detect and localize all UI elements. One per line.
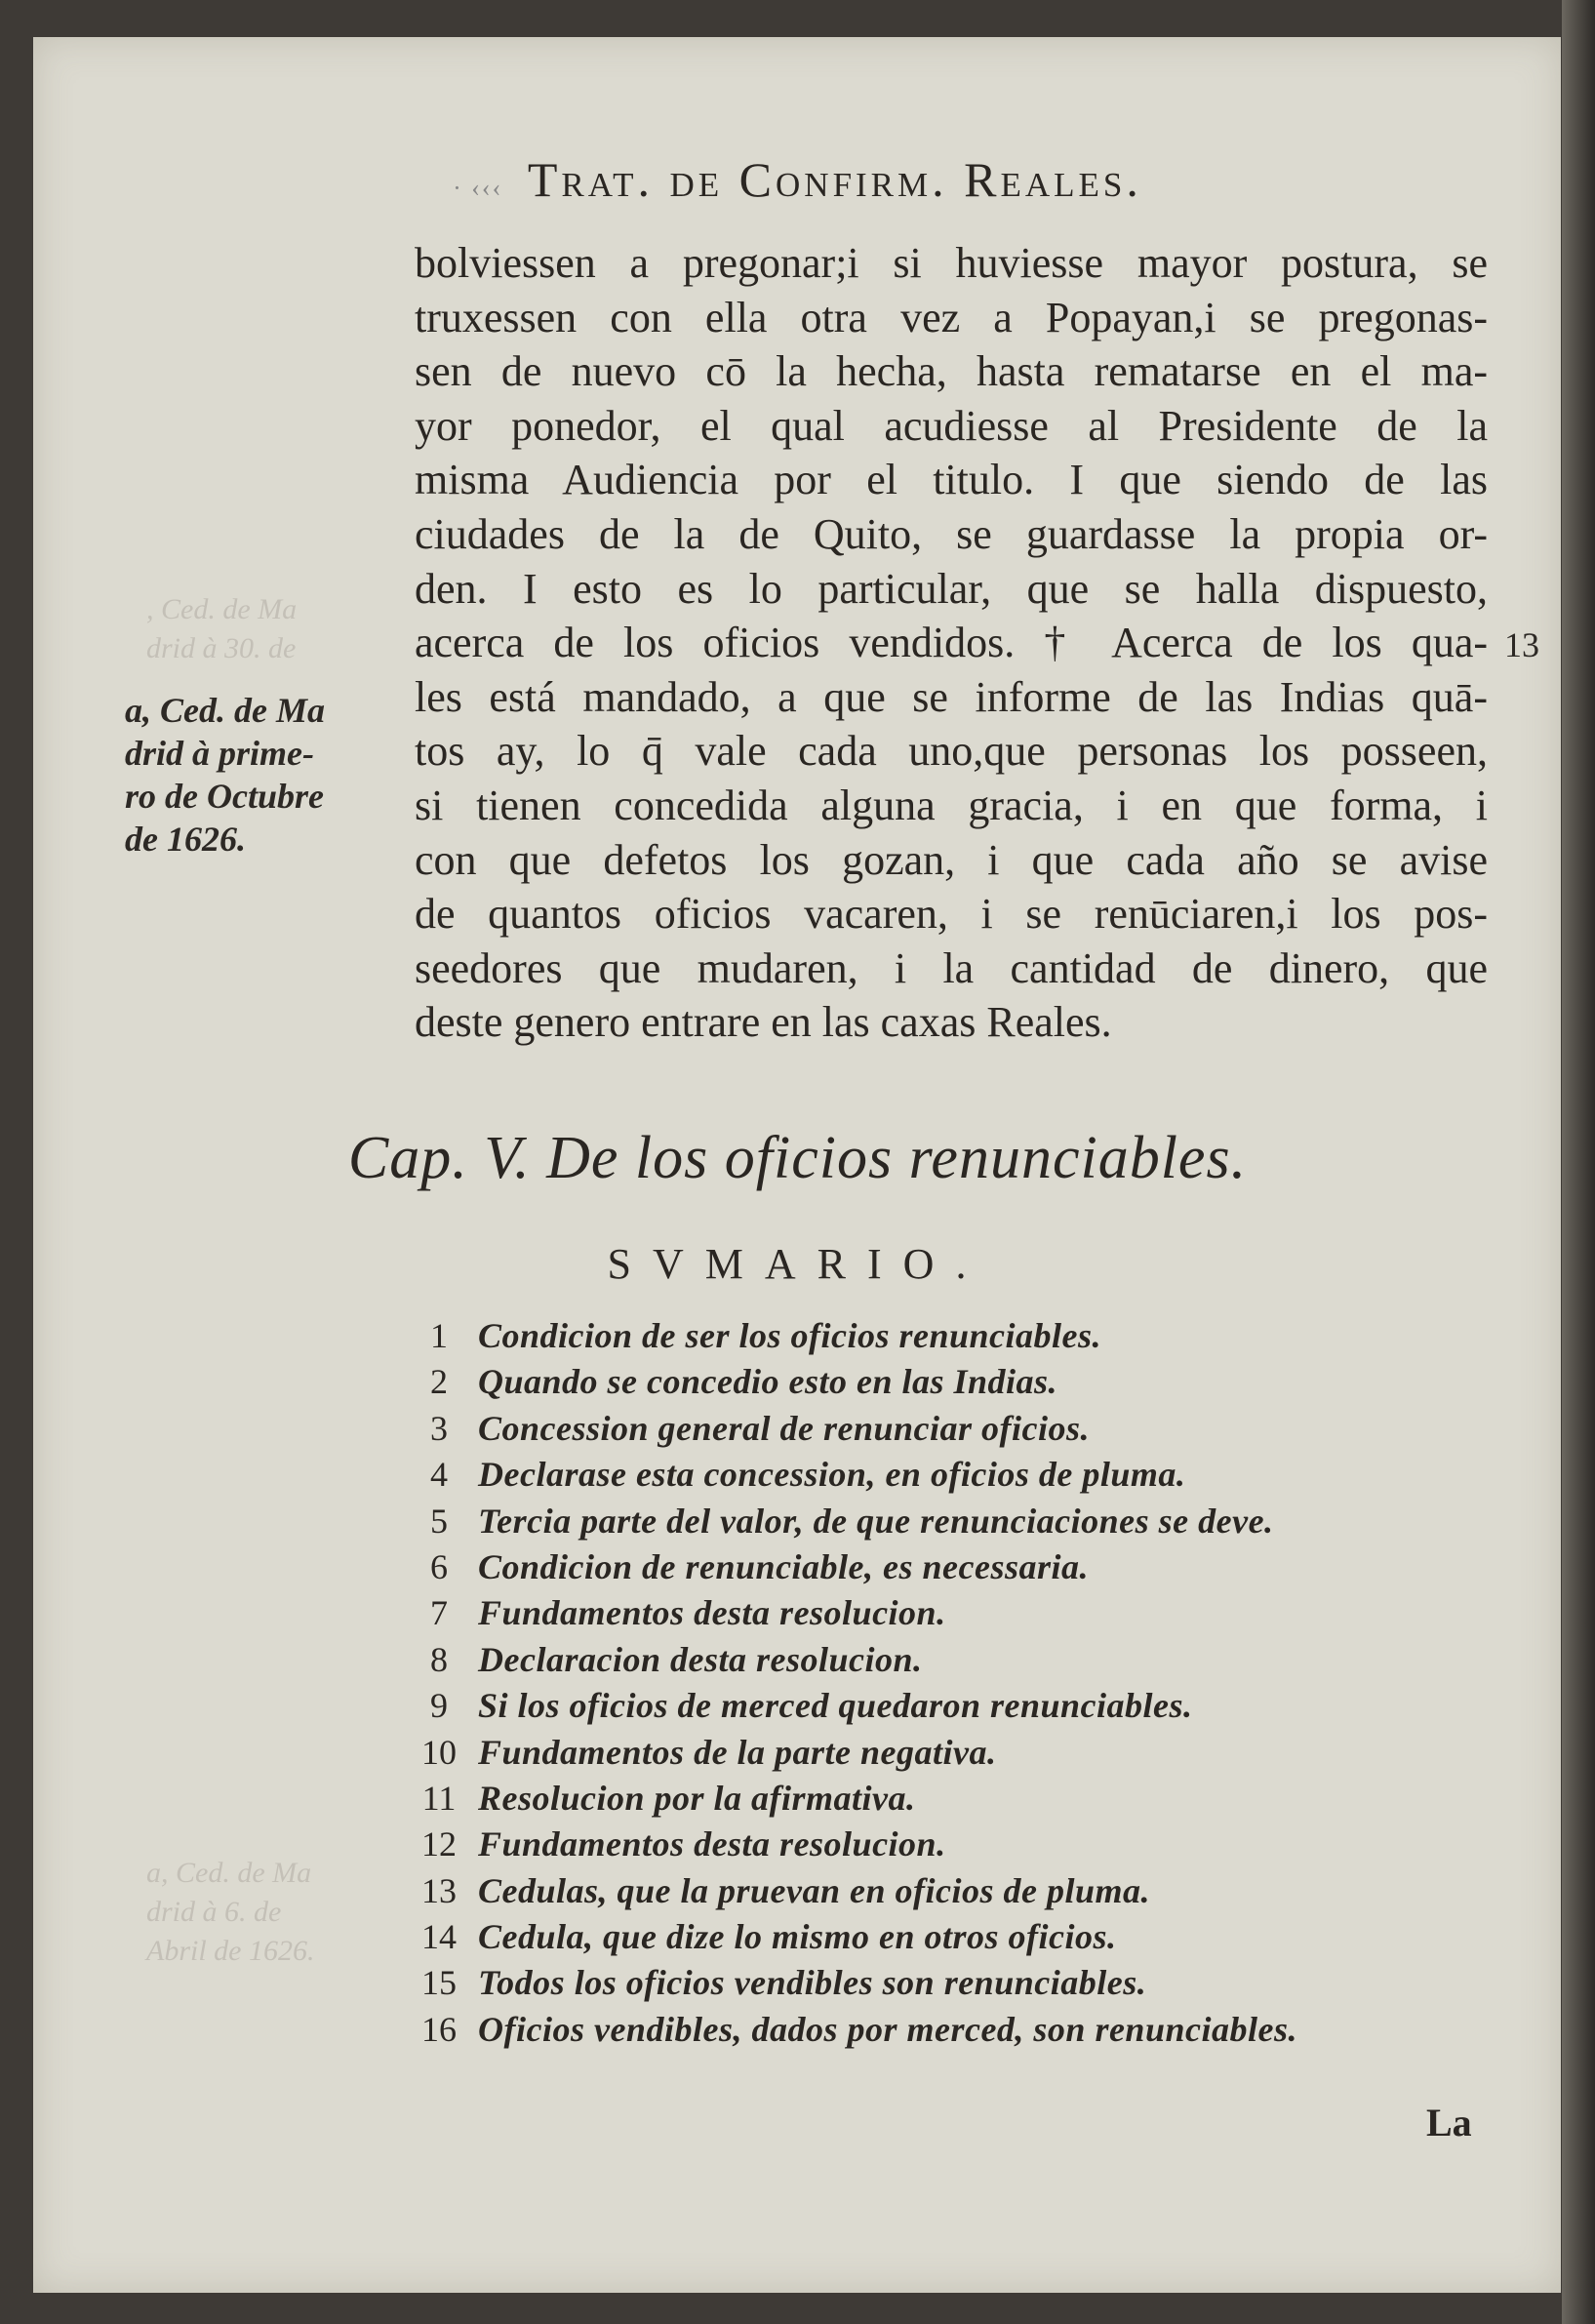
summary-text: Si los oficios de merced quedaron renunciables.: [478, 1686, 1193, 1726]
summary-number: 2: [430, 1362, 448, 1402]
body-line: les está mandado, a que se informe de las Indias quā-: [415, 672, 1488, 721]
summary-list: [400, 1315, 1512, 2055]
summary-item: [400, 1592, 1512, 1638]
summary-text: Cedulas, que la pruevan en oficios de pluma.: [478, 1870, 1151, 1910]
summary-number: 1: [430, 1316, 448, 1355]
body-line: con que defetos los gozan, i que cada año se avise: [415, 835, 1488, 884]
summary-text: Condicion de renunciable, es necessaria.: [478, 1546, 1090, 1586]
summary-text: Resolucion por la afirmativa.: [478, 1778, 916, 1818]
header-title: Trat. de Confirm. Reales.: [527, 152, 1142, 207]
summary-text: Fundamentos desta resolucion.: [478, 1824, 946, 1864]
body-line: si tienen concedida alguna gracia, i en que forma, i: [415, 781, 1488, 829]
body-line: yor ponedor, el qual acudiesse al Presidente de la: [415, 401, 1488, 450]
body-line: den. I esto es lo particular, que se halla dispuesto,: [415, 564, 1488, 613]
margin-note-line: de 1626.: [125, 820, 246, 859]
summary-text: Fundamentos de la parte negativa.: [478, 1732, 997, 1772]
body-line: deste genero entrare en las caxas Reales.: [415, 998, 1112, 1047]
show-through-left-1: , Ced. de Ma drid à 30. de: [146, 593, 298, 664]
margin-note-line: ro de Octubre: [125, 777, 324, 816]
summary-item: [400, 2009, 1512, 2055]
margin-paragraph-number: 13: [1504, 625, 1539, 664]
summary-text: Tercia parte del valor, de que renunciaciones se deve.: [478, 1501, 1274, 1541]
summary-item: [400, 1732, 1512, 1778]
summary-number: 7: [430, 1593, 448, 1633]
body-line: truxessen con ella otra vez a Popayan,i se pregonas-: [415, 293, 1488, 341]
summary-text: Condicion de ser los oficios renunciables.: [478, 1316, 1102, 1355]
body-text: [415, 236, 1488, 1050]
show-through-left-2: a, Ced. de Ma drid à 6. de Abril de 1626.: [146, 1857, 315, 1967]
summary-text: Oficios vendibles, dados por merced, son renunciables.: [478, 2009, 1297, 2049]
summary-text: Todos los oficios vendibles son renunciables.: [478, 1963, 1147, 2003]
body-line: ciudades de la de Quito, se guardasse la propia or-: [415, 509, 1488, 558]
summary-item: [400, 1501, 1512, 1546]
summary-number: 6: [430, 1546, 448, 1586]
summary-number: 10: [421, 1732, 457, 1772]
summary-text: Concession general de renunciar oficios.: [478, 1408, 1091, 1448]
summary-number: 5: [430, 1501, 448, 1541]
summary-item: [400, 1408, 1512, 1454]
summary-item: [400, 1315, 1512, 1361]
summary-text: Cedula, que dize lo mismo en otros oficios.: [478, 1917, 1117, 1957]
body-line: misma Audiencia por el titulo. I que siendo de las: [415, 456, 1488, 504]
body-line: seedores que mudaren, i la cantidad de dinero, que: [415, 943, 1488, 992]
summary-text: Quando se concedio esto en las Indias.: [478, 1362, 1058, 1402]
running-header: [0, 151, 1595, 208]
body-line: acerca de los oficios vendidos. † Acerca de los qua-: [415, 619, 1488, 667]
catchword: La: [1426, 2101, 1472, 2144]
summary-item: [400, 1639, 1512, 1685]
summary-item: [400, 1454, 1512, 1500]
summary-number: 15: [421, 1963, 457, 2003]
summary-item: [400, 1823, 1512, 1869]
summary-item: [400, 1962, 1512, 2008]
summary-number: 13: [421, 1870, 457, 1910]
summary-text: Fundamentos desta resolucion.: [478, 1593, 946, 1633]
summary-item: [400, 1916, 1512, 1962]
margin-note: [125, 689, 408, 861]
summary-item: [400, 1361, 1512, 1407]
summary-item: [400, 1778, 1512, 1823]
summary-number: 16: [421, 2009, 457, 2049]
margin-note-line: drid à prime-: [125, 734, 314, 773]
summary-number: 4: [430, 1455, 448, 1495]
summary-number: 11: [421, 1778, 457, 1818]
summary-number: 14: [421, 1917, 457, 1957]
margin-note-line: a, Ced. de Ma: [125, 691, 325, 730]
summary-item: [400, 1685, 1512, 1731]
body-line: tos ay, lo q̄ vale cada uno,que personas los posseen,: [415, 727, 1488, 776]
summary-item: [400, 1870, 1512, 1916]
body-line: sen de nuevo cō la hecha, hasta rematarse en el ma-: [415, 347, 1488, 396]
summary-item: [400, 1546, 1512, 1592]
summary-number: 8: [430, 1639, 448, 1679]
body-line: de quantos oficios vacaren, i se renūciaren,i los pos-: [415, 890, 1488, 939]
summary-text: Declaracion desta resolucion.: [478, 1639, 923, 1679]
summary-number: 3: [430, 1408, 448, 1448]
body-line: bolviessen a pregonar;i si huviesse mayor postura, se: [415, 239, 1488, 287]
summary-text: Declarase esta concession, en oficios de pluma.: [478, 1455, 1186, 1495]
summary-number: 9: [430, 1686, 448, 1726]
sumario-heading: SVMARIO.: [607, 1240, 988, 1288]
chapter-title: Cap. V. De los oficios renunciables.: [347, 1125, 1248, 1191]
summary-number: 12: [421, 1824, 457, 1864]
header-marks: · ‹‹‹: [453, 174, 503, 202]
